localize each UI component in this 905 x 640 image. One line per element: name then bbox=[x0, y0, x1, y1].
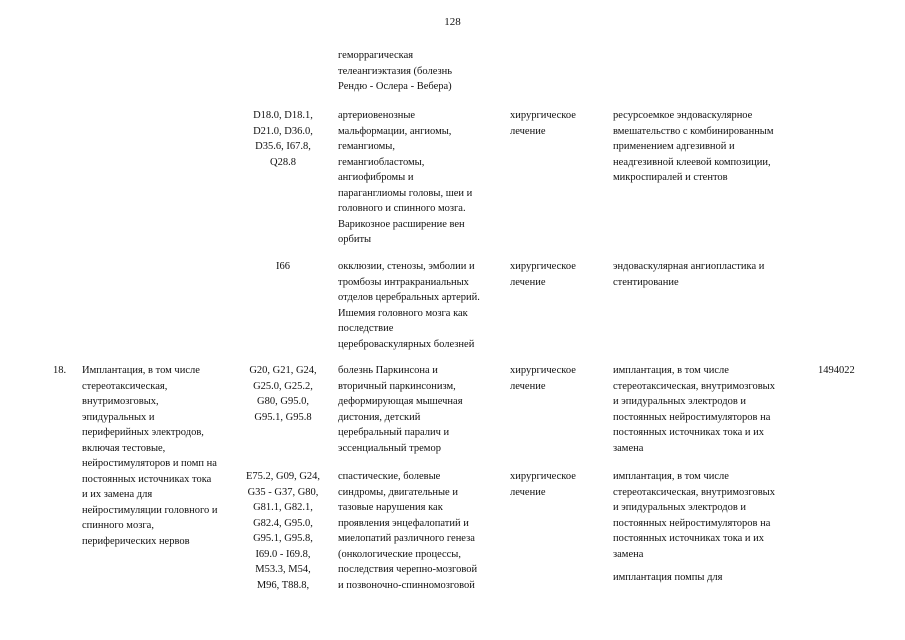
icd-code-line: D35.6, I67.8, bbox=[255, 141, 311, 152]
diagnosis-line: проявления энцефалопатий и bbox=[338, 517, 469, 529]
method-line: ресурсоемкое эндоваскулярное bbox=[613, 110, 753, 121]
diagnosis-line: Ишемия головного мозга как bbox=[338, 307, 468, 319]
procedure-name-line: внутримозговых, bbox=[82, 396, 159, 407]
icd-code-line: G82.4, G95.0, bbox=[253, 517, 313, 529]
procedure-name-line: постоянных источниках тока bbox=[82, 473, 212, 485]
icd-code-line: Q28.8 bbox=[270, 156, 296, 168]
treatment-line: лечение bbox=[510, 380, 546, 392]
method-line: постоянных нейростимуляторов на bbox=[613, 517, 771, 529]
icd-code-line: D18.0, D18.1, bbox=[253, 110, 313, 121]
procedure-name-line: стереотаксическая, bbox=[82, 380, 168, 392]
diagnosis-line: (онкологические процессы, bbox=[338, 548, 461, 560]
icd-code-line: M53.3, M54, bbox=[255, 564, 311, 575]
icd-codes-cell bbox=[240, 108, 326, 170]
diagnosis-line: отделов церебральных артерий. bbox=[338, 292, 480, 303]
procedure-name-line: и их замена для bbox=[82, 489, 153, 500]
diagnosis-line: эссенциальный тремор bbox=[338, 442, 441, 454]
treatment-cell bbox=[510, 469, 608, 500]
icd-codes-cell bbox=[240, 259, 326, 275]
treatment-cell bbox=[510, 363, 608, 394]
procedure-name-line: периферических нервов bbox=[82, 535, 190, 547]
treatment-line: лечение bbox=[510, 486, 546, 498]
diagnosis-cell bbox=[338, 469, 500, 593]
diagnosis-line: Варикозное расширение вен bbox=[338, 218, 465, 230]
method-line: постоянных источниках тока и их bbox=[613, 427, 765, 438]
procedure-name-line: нейростимуляции головного и bbox=[82, 504, 218, 516]
method-line: вмешательство с комбинированным bbox=[613, 125, 774, 137]
procedure-name-line: спинного мозга, bbox=[82, 520, 154, 531]
page-number: 128 bbox=[444, 16, 461, 28]
diagnosis-line: болезнь Паркинсона и bbox=[338, 365, 438, 376]
treatment-line: лечение bbox=[510, 125, 546, 137]
diagnosis-line: параганглиомы головы, шеи и bbox=[338, 187, 473, 199]
icd-code-line: I66 bbox=[276, 261, 290, 272]
diagnosis-cell bbox=[338, 108, 500, 248]
procedure-name-line: Имплантация, в том числе bbox=[82, 365, 200, 376]
diagnosis-line: мальформации, ангиомы, bbox=[338, 125, 452, 137]
diagnosis-line: гемангиомы, bbox=[338, 141, 395, 152]
method-line: стереотаксическая, внутримозговых bbox=[613, 486, 775, 498]
diagnosis-cell bbox=[338, 363, 500, 456]
diagnosis-line: телеангиэктазия (болезнь bbox=[338, 65, 453, 77]
diagnosis-line: орбиты bbox=[338, 234, 372, 245]
method-line: микроспиралей и стентов bbox=[613, 172, 728, 183]
diagnosis-line: гемангиобластомы, bbox=[338, 156, 425, 168]
treatment-cell bbox=[510, 259, 608, 290]
method-cell bbox=[613, 469, 813, 586]
method-line: стереотаксическая, внутримозговых bbox=[613, 380, 775, 392]
method-line: имплантация, в том числе bbox=[613, 365, 729, 376]
method-line: применением адгезивной и bbox=[613, 141, 735, 152]
method-cell bbox=[613, 259, 813, 290]
diagnosis-line: тазовые нарушения как bbox=[338, 502, 443, 513]
treatment-cell bbox=[510, 108, 608, 139]
icd-code-line: G35 - G37, G80, bbox=[247, 486, 319, 498]
icd-code-line: G20, G21, G24, bbox=[249, 365, 317, 376]
icd-codes-cell bbox=[240, 469, 326, 593]
diagnosis-line: и позвоночно-спинномозговой bbox=[338, 579, 475, 591]
method-line: постоянных источниках тока и их bbox=[613, 533, 765, 544]
icd-code-line: G80, G95.0, bbox=[257, 396, 309, 407]
diagnosis-line: тромбозы интракраниальных bbox=[338, 276, 469, 288]
treatment-line: хирургическое bbox=[510, 110, 576, 121]
treatment-line: хирургическое bbox=[510, 365, 576, 376]
method-line: замена bbox=[613, 442, 644, 454]
method-cell bbox=[613, 108, 813, 186]
method-line: неадгезивной клеевой композиции, bbox=[613, 156, 771, 168]
diagnosis-line: головного и спинного мозга. bbox=[338, 203, 466, 214]
diagnosis-line: спастические, болевые bbox=[338, 471, 441, 482]
diagnosis-line: деформирующая мышечная bbox=[338, 396, 463, 407]
procedure-name-line: нейростимуляторов и помп на bbox=[82, 458, 217, 469]
diagnosis-line: ангиофибромы и bbox=[338, 172, 414, 183]
method-line: и эпидуральных электродов и bbox=[613, 502, 747, 513]
method-line: стентирование bbox=[613, 276, 679, 288]
icd-code-line: G95.1, G95.8, bbox=[253, 533, 313, 544]
icd-code-line: D21.0, D36.0, bbox=[253, 125, 313, 137]
icd-code-line: G95.1, G95.8 bbox=[254, 411, 312, 423]
diagnosis-line: артериовенозные bbox=[338, 110, 416, 121]
method-line: имплантация помпы для bbox=[613, 572, 723, 583]
diagnosis-line: дистония, детский bbox=[338, 411, 421, 423]
method-line: замена bbox=[613, 548, 644, 560]
procedure-name-line: периферийных электродов, bbox=[82, 427, 204, 438]
row-number: 18. bbox=[53, 365, 67, 376]
method-line: эндоваскулярная ангиопластика и bbox=[613, 261, 765, 272]
diagnosis-line: миелопатий различного генеза bbox=[338, 533, 475, 544]
diagnosis-line: церебральный паралич и bbox=[338, 427, 450, 438]
procedure-name-line: эпидуральных и bbox=[82, 411, 155, 423]
method-line: имплантация, в том числе bbox=[613, 471, 729, 482]
icd-code-line: E75.2, G09, G24, bbox=[245, 471, 321, 482]
method-cell bbox=[613, 363, 813, 456]
diagnosis-line: окклюзии, стенозы, эмболии и bbox=[338, 261, 475, 272]
icd-code-line: G81.1, G82.1, bbox=[253, 502, 313, 513]
diagnosis-line: последствия черепно-мозговой bbox=[338, 564, 478, 575]
method-line: и эпидуральных электродов и bbox=[613, 396, 747, 407]
icd-codes-cell bbox=[240, 363, 326, 425]
diagnosis-line: геморрагическая bbox=[338, 50, 414, 61]
cost-value: 1494022 bbox=[818, 365, 855, 376]
icd-code-line: G25.0, G25.2, bbox=[253, 380, 313, 392]
icd-code-line: M96, T88.8, bbox=[256, 579, 310, 591]
diagnosis-line: последствие bbox=[338, 323, 394, 334]
procedure-name-line: включая тестовые, bbox=[82, 442, 166, 454]
diagnosis-cell bbox=[338, 259, 500, 352]
icd-code-line: I69.0 - I69.8, bbox=[255, 548, 311, 560]
treatment-line: хирургическое bbox=[510, 261, 576, 272]
procedure-name-cell bbox=[82, 363, 242, 549]
diagnosis-cell bbox=[338, 48, 500, 95]
treatment-line: хирургическое bbox=[510, 471, 576, 482]
diagnosis-line: синдромы, двигательные и bbox=[338, 486, 458, 498]
diagnosis-line: Рендю - Ослера - Вебера) bbox=[338, 81, 452, 92]
treatment-line: лечение bbox=[510, 276, 546, 288]
diagnosis-line: цереброваскулярных болезней bbox=[338, 338, 475, 350]
method-line: постоянных нейростимуляторов на bbox=[613, 411, 771, 423]
diagnosis-line: вторичный паркинсонизм, bbox=[338, 380, 456, 392]
